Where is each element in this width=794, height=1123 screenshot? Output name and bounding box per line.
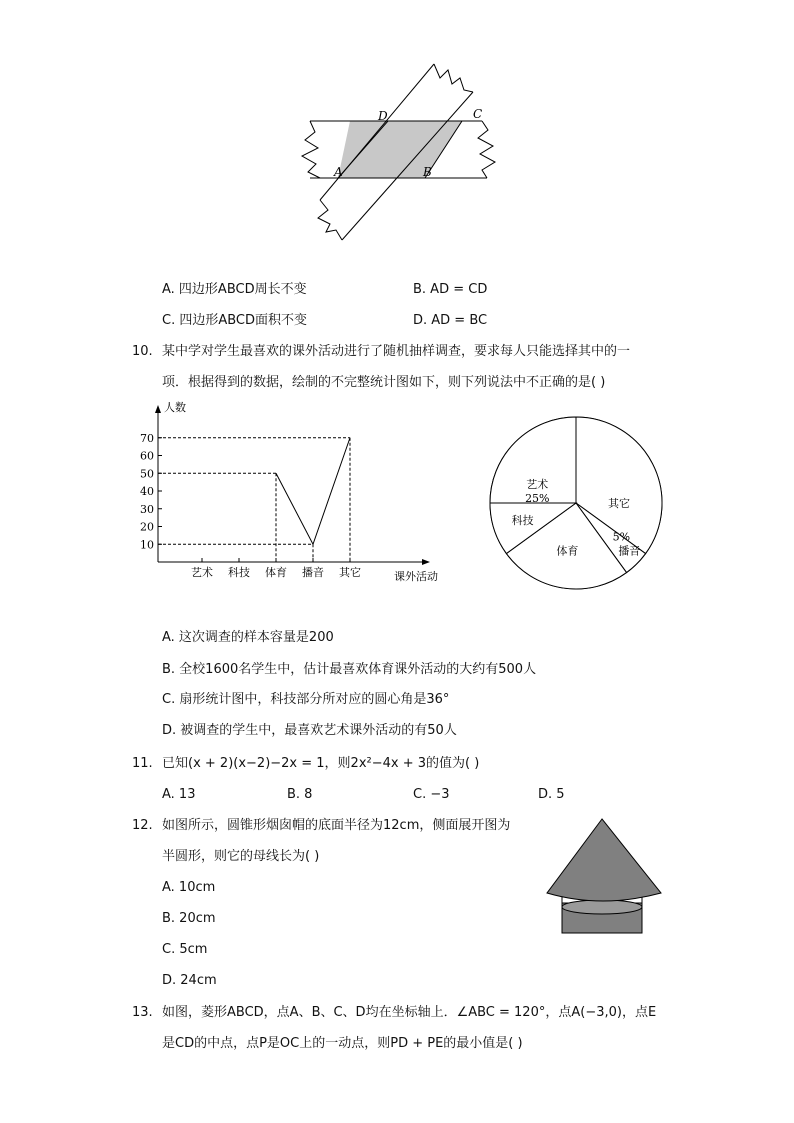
q11-option-b: B. 8 bbox=[287, 787, 313, 802]
q12-line1: 如图所示，圆锥形烟囱帽的底面半径为12cm，侧面展开图为 bbox=[162, 818, 511, 833]
pie-label: 其它 bbox=[608, 497, 630, 510]
q9-option-a: A. 四边形ABCD周长不变 bbox=[162, 282, 307, 297]
x-tick-label: 科技 bbox=[228, 566, 250, 579]
pie-percent-label: 25% bbox=[525, 492, 550, 506]
pie-label: 播音 bbox=[618, 544, 641, 558]
x-axis-arrow bbox=[422, 559, 430, 565]
q11-option-d: D. 5 bbox=[538, 787, 565, 802]
q9-option-d: D. AD = BC bbox=[413, 313, 488, 328]
y-tick-label: 10 bbox=[140, 538, 154, 552]
q10-option-c: C. 扇形统计图中，科技部分所对应的圆心角是36° bbox=[162, 692, 450, 707]
q12-option-b: B. 20cm bbox=[162, 911, 216, 926]
parallelogram-figure bbox=[290, 60, 500, 245]
q11-option-a: A. 13 bbox=[162, 787, 196, 802]
x-axis-label: 课外活动 bbox=[394, 570, 438, 583]
x-tick-label: 其它 bbox=[339, 566, 361, 579]
cone bbox=[547, 819, 661, 901]
y-tick-label: 40 bbox=[140, 485, 154, 498]
q10-line2: 项．根据得到的数据，绘制的不完整统计图如下，则下列说法中不正确的是( ) bbox=[162, 375, 606, 390]
x-tick-label: 艺术 bbox=[191, 566, 213, 579]
q10-number: 10. bbox=[132, 344, 153, 359]
y-tick-label: 30 bbox=[140, 502, 154, 516]
q13-line1: 如图，菱形ABCD，点A、B、C、D均在坐标轴上．∠ABC = 120°，点A(−3,0)，点E bbox=[162, 1005, 657, 1020]
pie-label: 艺术 bbox=[526, 478, 549, 492]
q12-option-c: C. 5cm bbox=[162, 942, 208, 957]
q11-option-c: C. −3 bbox=[413, 787, 450, 802]
q10-option-a: A. 这次调查的样本容量是200 bbox=[162, 630, 334, 645]
y-tick-label: 20 bbox=[140, 520, 154, 534]
q12-option-d: D. 24cm bbox=[162, 973, 217, 988]
q13-number: 13. bbox=[132, 1005, 153, 1020]
q12-option-a: A. 10cm bbox=[162, 880, 216, 895]
q9-option-b: B. AD = CD bbox=[413, 282, 488, 297]
label-c: C bbox=[473, 107, 483, 121]
y-tick-label: 60 bbox=[140, 449, 154, 463]
x-tick-label: 播音 bbox=[302, 566, 324, 579]
pie-label: 科技 bbox=[511, 514, 534, 528]
q12-number: 12. bbox=[132, 818, 153, 833]
data-line bbox=[276, 438, 350, 545]
q13-line2: 是CD的中点，点P是OC上的一动点，则PD + PE的最小值是( ) bbox=[162, 1036, 523, 1051]
y-tick-label: 70 bbox=[140, 431, 154, 445]
y-tick-label: 50 bbox=[140, 467, 154, 481]
x-tick-label: 体育 bbox=[265, 566, 287, 579]
pie-chart bbox=[486, 415, 666, 595]
label-a: A bbox=[334, 165, 343, 179]
label-d: D bbox=[378, 109, 388, 123]
pie-percent-label: 5% bbox=[612, 530, 631, 544]
q10-line1: 某中学对学生最喜欢的课外活动进行了随机抽样调查，要求每人只能选择其中的一 bbox=[162, 344, 631, 359]
q11-number: 11. bbox=[132, 756, 153, 771]
q10-option-b: B. 全校1600名学生中，估计最喜欢体育课外活动的大约有500人 bbox=[162, 662, 537, 677]
y-axis-label: 人数 bbox=[164, 401, 186, 414]
pie-label: 体育 bbox=[556, 544, 579, 558]
y-axis-arrow bbox=[155, 405, 161, 413]
line-chart bbox=[130, 395, 450, 590]
q12-line2: 半圆形，则它的母线长为( ) bbox=[162, 849, 320, 864]
q10-option-d: D. 被调查的学生中，最喜欢艺术课外活动的有50人 bbox=[162, 723, 457, 738]
q11-text: 已知(x + 2)(x−2)−2x = 1，则2x²−4x + 3的值为( ) bbox=[162, 756, 480, 771]
q9-option-c: C. 四边形ABCD面积不变 bbox=[162, 313, 308, 328]
label-b: B bbox=[423, 165, 432, 179]
cone-cap-figure bbox=[544, 815, 664, 937]
